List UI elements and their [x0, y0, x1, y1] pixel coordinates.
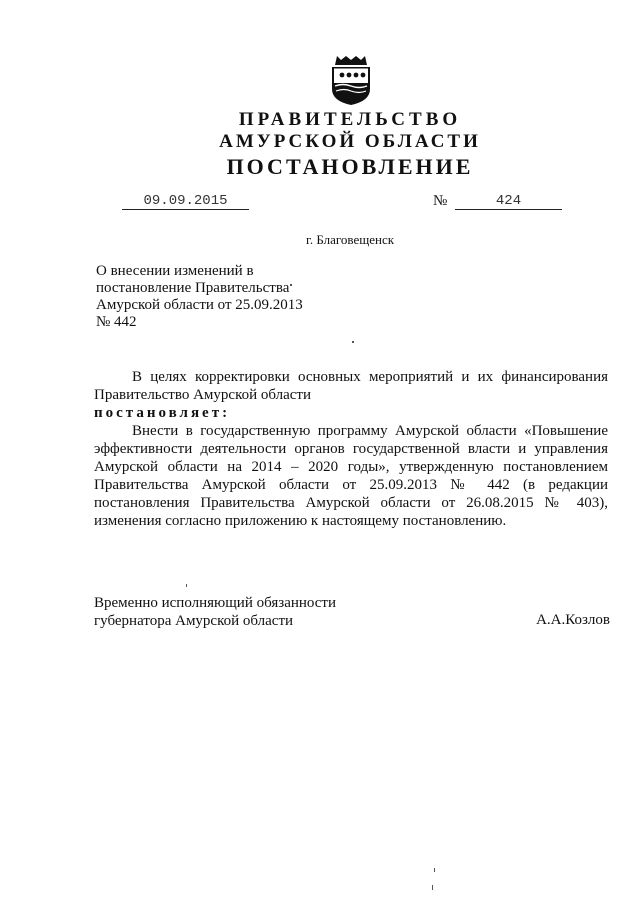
- coat-of-arms-icon: [328, 53, 374, 107]
- date-underline: [122, 209, 249, 210]
- body-line: Внести в государственную программу Амурской области «Повышение: [132, 423, 608, 439]
- body-line: В целях корректировки основных мероприятий и их финансирования: [132, 369, 608, 385]
- body-line: Правительство Амурской области: [94, 387, 312, 403]
- scan-speck: [290, 284, 292, 286]
- document-type-title: ПОСТАНОВЛЕНИЕ: [226, 154, 474, 179]
- document-date: 09.09.2015: [143, 193, 228, 209]
- decree-word: постановляет:: [94, 405, 231, 421]
- signatory-name: А.А.Козлов: [536, 612, 610, 628]
- document-subject: [96, 263, 356, 331]
- scan-speck: [186, 584, 187, 587]
- document-number: 424: [495, 193, 522, 209]
- position-line: Временно исполняющий обязанности: [94, 595, 337, 611]
- body-line: постановления Правительства Амурской области от 26.08.2015 № 403),: [94, 495, 608, 511]
- scan-speck: [434, 868, 435, 872]
- body-line: эффективности деятельности органов государственной власти и управления: [94, 441, 608, 457]
- scan-speck: [352, 341, 354, 343]
- document-body: [94, 368, 608, 530]
- body-line: изменения согласно приложению к настоящему постановлению.: [94, 513, 507, 529]
- number-underline: [455, 209, 562, 210]
- subject-line: постановление Правительства: [96, 280, 290, 296]
- subject-line: О внесении изменений в: [96, 263, 254, 279]
- subject-line: № 442: [96, 314, 137, 330]
- body-line: Амурской области на 2014 – 2020 годы», утвержденную постановлением: [94, 459, 608, 475]
- scan-speck: [432, 885, 433, 890]
- city-name: г. Благовещенск: [305, 232, 395, 247]
- position-line: губернатора Амурской области: [94, 613, 294, 629]
- body-line: Правительства Амурской области от 25.09.2013 № 442 (в редакции: [94, 477, 608, 493]
- region-title: АМУРСКОЙ ОБЛАСТИ: [219, 131, 481, 152]
- subject-line: Амурской области от 25.09.2013: [96, 297, 303, 313]
- government-title: ПРАВИТЕЛЬСТВО: [238, 109, 462, 130]
- signatory-position: [94, 594, 336, 630]
- number-sign: №: [433, 193, 448, 209]
